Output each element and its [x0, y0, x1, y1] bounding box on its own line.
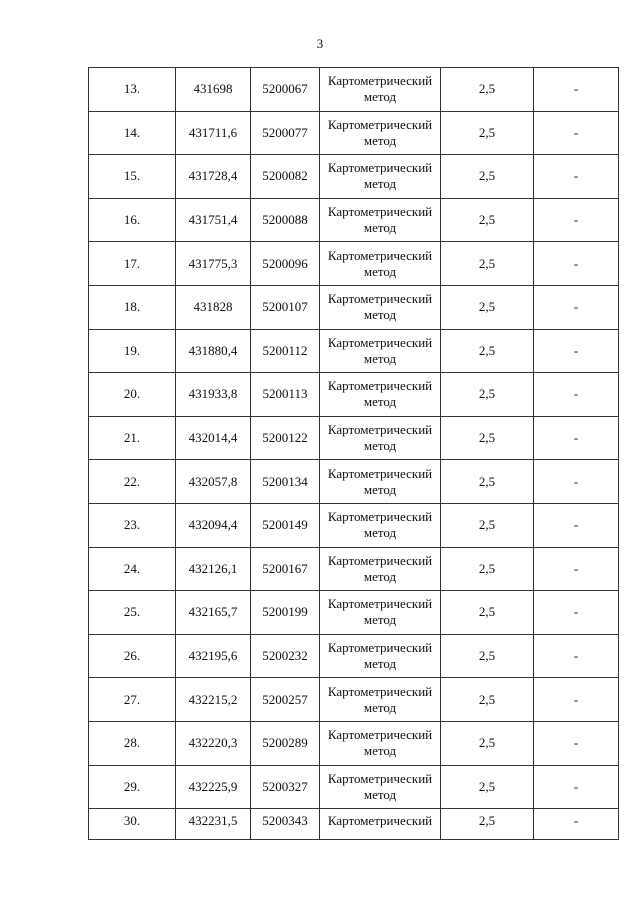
method-cell: Картометрический метод [320, 634, 441, 678]
coord-x-cell: 432014,4 [176, 416, 251, 460]
coord-x-cell: 431828 [176, 285, 251, 329]
coord-y-cell: 5200096 [251, 242, 320, 286]
coord-y-cell: 5200232 [251, 634, 320, 678]
method-cell: Картометрический метод [320, 329, 441, 373]
method-cell: Картометрический [320, 809, 441, 840]
note-cell: - [534, 155, 619, 199]
coord-y-cell: 5200149 [251, 503, 320, 547]
coord-y-cell: 5200343 [251, 809, 320, 840]
note-cell: - [534, 547, 619, 591]
table-row [89, 68, 619, 112]
table-row [89, 329, 619, 373]
accuracy-cell: 2,5 [441, 460, 534, 504]
page-number: 3 [316, 36, 324, 51]
point-number-cell: 19. [89, 329, 176, 373]
table-row [89, 765, 619, 809]
note-cell: - [534, 721, 619, 765]
method-cell: Картометрический метод [320, 547, 441, 591]
table-row [89, 634, 619, 678]
accuracy-cell: 2,5 [441, 198, 534, 242]
accuracy-cell: 2,5 [441, 591, 534, 635]
note-cell: - [534, 242, 619, 286]
accuracy-cell: 2,5 [441, 721, 534, 765]
note-cell: - [534, 634, 619, 678]
coord-x-cell: 432231,5 [176, 809, 251, 840]
accuracy-cell: 2,5 [441, 503, 534, 547]
table-row [89, 373, 619, 417]
point-number-cell: 18. [89, 285, 176, 329]
point-number-cell: 25. [89, 591, 176, 635]
point-number-cell: 30. [89, 809, 176, 840]
point-number-cell: 21. [89, 416, 176, 460]
coord-y-cell: 5200067 [251, 68, 320, 112]
point-number-cell: 24. [89, 547, 176, 591]
table-row [89, 111, 619, 155]
accuracy-cell: 2,5 [441, 155, 534, 199]
table-row [89, 591, 619, 635]
coord-y-cell: 5200134 [251, 460, 320, 504]
coord-x-cell: 432094,4 [176, 503, 251, 547]
coord-y-cell: 5200112 [251, 329, 320, 373]
accuracy-cell: 2,5 [441, 678, 534, 722]
coord-x-cell: 431775,3 [176, 242, 251, 286]
coord-y-cell: 5200077 [251, 111, 320, 155]
coord-x-cell: 432195,6 [176, 634, 251, 678]
point-number-cell: 29. [89, 765, 176, 809]
coord-x-cell: 432225,9 [176, 765, 251, 809]
coord-x-cell: 432165,7 [176, 591, 251, 635]
note-cell: - [534, 809, 619, 840]
table-body [89, 68, 619, 840]
table-row [89, 503, 619, 547]
coord-y-cell: 5200122 [251, 416, 320, 460]
coord-x-cell: 432057,8 [176, 460, 251, 504]
note-cell: - [534, 373, 619, 417]
method-cell: Картометрический метод [320, 416, 441, 460]
table-row [89, 721, 619, 765]
note-cell: - [534, 198, 619, 242]
accuracy-cell: 2,5 [441, 634, 534, 678]
coord-y-cell: 5200107 [251, 285, 320, 329]
point-number-cell: 23. [89, 503, 176, 547]
point-number-cell: 28. [89, 721, 176, 765]
coord-y-cell: 5200082 [251, 155, 320, 199]
method-cell: Картометрический метод [320, 373, 441, 417]
coord-y-cell: 5200199 [251, 591, 320, 635]
method-cell: Картометрический метод [320, 591, 441, 635]
table-row [89, 155, 619, 199]
point-number-cell: 27. [89, 678, 176, 722]
accuracy-cell: 2,5 [441, 809, 534, 840]
coord-x-cell: 432126,1 [176, 547, 251, 591]
point-number-cell: 16. [89, 198, 176, 242]
point-number-cell: 17. [89, 242, 176, 286]
note-cell: - [534, 68, 619, 112]
table-row [89, 678, 619, 722]
note-cell: - [534, 591, 619, 635]
coord-x-cell: 431698 [176, 68, 251, 112]
accuracy-cell: 2,5 [441, 373, 534, 417]
note-cell: - [534, 329, 619, 373]
coord-x-cell: 431933,8 [176, 373, 251, 417]
coord-x-cell: 431711,6 [176, 111, 251, 155]
coord-y-cell: 5200257 [251, 678, 320, 722]
coordinates-table [88, 67, 619, 840]
point-number-cell: 26. [89, 634, 176, 678]
point-number-cell: 20. [89, 373, 176, 417]
note-cell: - [534, 416, 619, 460]
note-cell: - [534, 460, 619, 504]
table-row [89, 416, 619, 460]
coord-y-cell: 5200327 [251, 765, 320, 809]
table-row [89, 547, 619, 591]
coord-x-cell: 431880,4 [176, 329, 251, 373]
point-number-cell: 22. [89, 460, 176, 504]
point-number-cell: 15. [89, 155, 176, 199]
coord-x-cell: 431751,4 [176, 198, 251, 242]
table-row [89, 198, 619, 242]
table-row [89, 285, 619, 329]
note-cell: - [534, 678, 619, 722]
accuracy-cell: 2,5 [441, 329, 534, 373]
coord-x-cell: 432215,2 [176, 678, 251, 722]
method-cell: Картометрический метод [320, 155, 441, 199]
note-cell: - [534, 503, 619, 547]
accuracy-cell: 2,5 [441, 765, 534, 809]
method-cell: Картометрический метод [320, 111, 441, 155]
method-cell: Картометрический метод [320, 460, 441, 504]
table-row [89, 460, 619, 504]
method-cell: Картометрический метод [320, 721, 441, 765]
note-cell: - [534, 765, 619, 809]
note-cell: - [534, 285, 619, 329]
accuracy-cell: 2,5 [441, 416, 534, 460]
coord-y-cell: 5200088 [251, 198, 320, 242]
point-number-cell: 14. [89, 111, 176, 155]
method-cell: Картометрический метод [320, 198, 441, 242]
coord-x-cell: 432220,3 [176, 721, 251, 765]
method-cell: Картометрический метод [320, 503, 441, 547]
accuracy-cell: 2,5 [441, 68, 534, 112]
table-row [89, 809, 619, 840]
coord-y-cell: 5200167 [251, 547, 320, 591]
point-number-cell: 13. [89, 68, 176, 112]
coord-y-cell: 5200113 [251, 373, 320, 417]
note-cell: - [534, 111, 619, 155]
method-cell: Картометрический метод [320, 285, 441, 329]
method-cell: Картометрический метод [320, 678, 441, 722]
coord-y-cell: 5200289 [251, 721, 320, 765]
coord-x-cell: 431728,4 [176, 155, 251, 199]
accuracy-cell: 2,5 [441, 242, 534, 286]
method-cell: Картометрический метод [320, 242, 441, 286]
table-row [89, 242, 619, 286]
accuracy-cell: 2,5 [441, 111, 534, 155]
accuracy-cell: 2,5 [441, 547, 534, 591]
accuracy-cell: 2,5 [441, 285, 534, 329]
method-cell: Картометрический метод [320, 68, 441, 112]
method-cell: Картометрический метод [320, 765, 441, 809]
